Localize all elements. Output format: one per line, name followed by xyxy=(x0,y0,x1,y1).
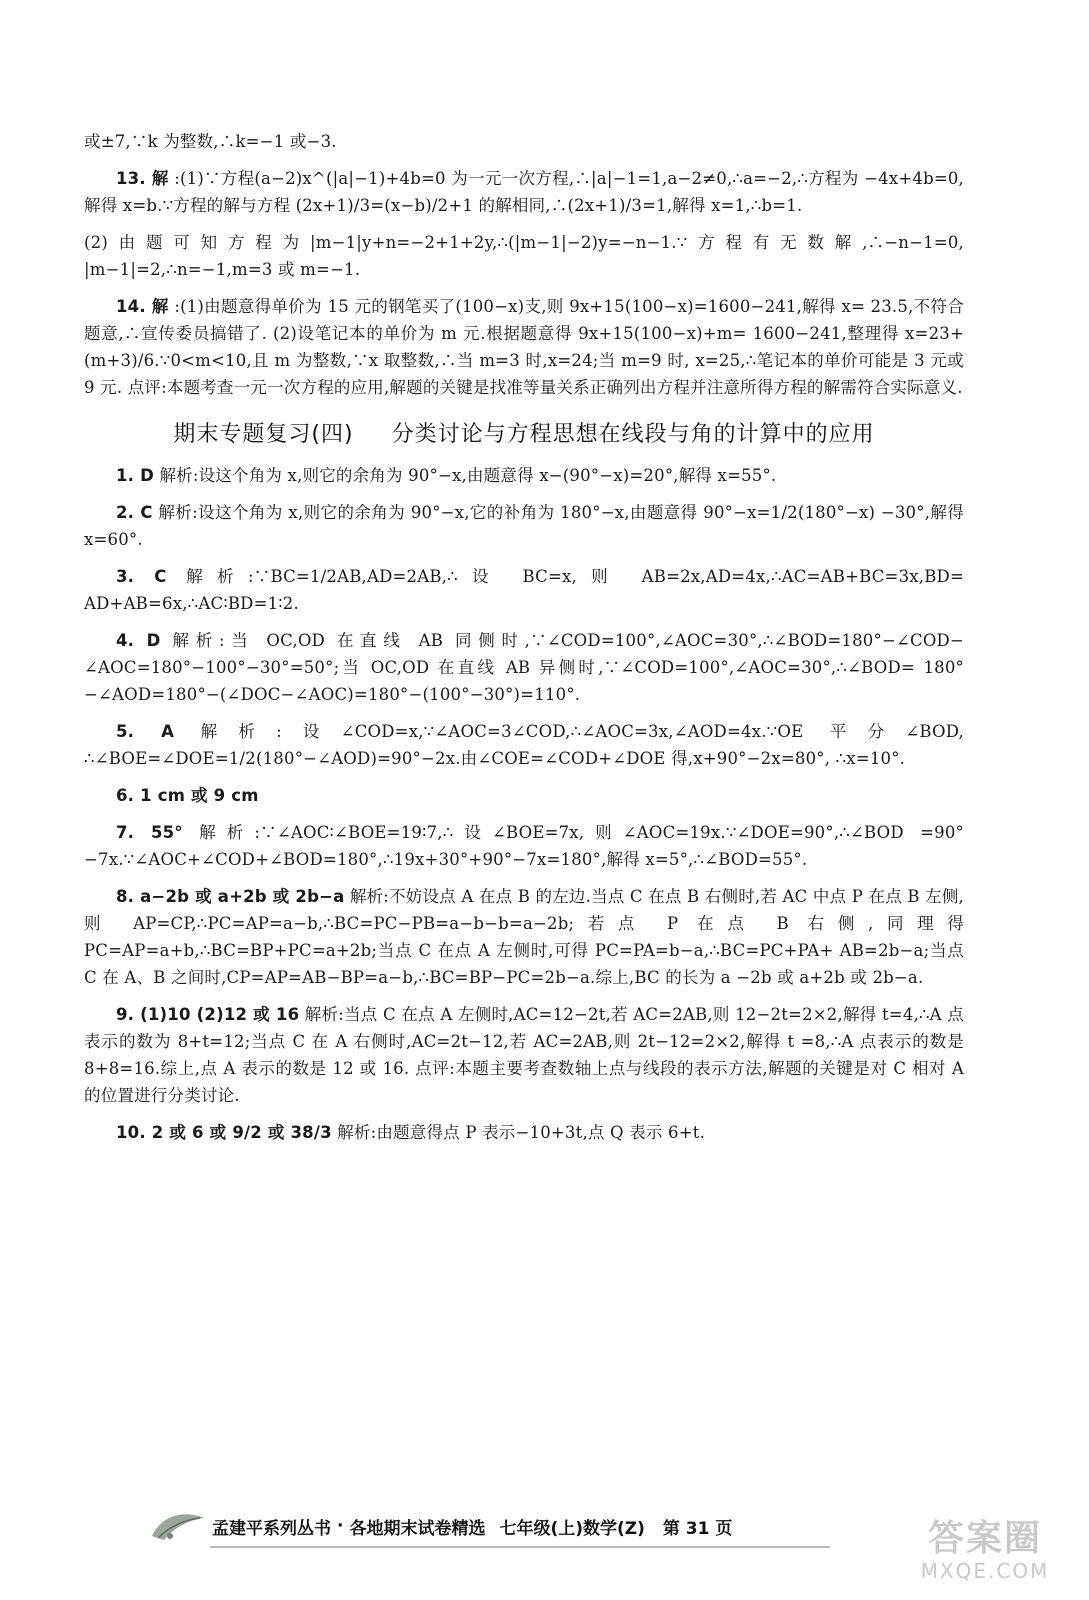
solution-q2 xyxy=(84,499,964,553)
watermark-stamp xyxy=(900,1518,1070,1590)
solution-p14 xyxy=(84,293,964,401)
footer-series: 孟建平系列丛书 xyxy=(212,1518,331,1539)
solution-number: 14. 解 xyxy=(116,297,169,316)
section-subtitle: 分类讨论与方程思想在线段与角的计算中的应用 xyxy=(391,422,875,447)
solution-p12cont xyxy=(84,128,964,155)
solution-q3 xyxy=(84,563,964,617)
footer-dot: · xyxy=(337,1516,344,1536)
solution-number: 4. D xyxy=(116,631,161,650)
solution-q6 xyxy=(84,782,964,809)
solution-text: 解析:设这个角为 x,则它的余角为 90°−x,它的补角为 180°−x,由题意得 90°−x=1/2(180°−x) −30°,解得 x=60°. xyxy=(84,503,965,549)
solution-text: 或±7,∵k 为整数,∴k=−1 或−3. xyxy=(84,132,337,151)
solution-text: 解析:不妨设点 A 在点 B 的左边.当点 C 在点 B 右侧时,若 AC 中点 P 在点 B 左侧,则 AP=CP,∴PC=AP=a−b,∴BC=PC−PB=a−b−b=a−2b;若点 P 在点 B 右侧,同理得 PC=AP=a+b,∴BC=BP+PC=a+2b;当点 C 在点 A 左侧时,可得 PC=PA=b−a,∴BC=PC+PA+ AB=2b−a;当点 C 在 A、B 之间时,CP=AP=AB−BP=a−b,∴BC=BP−PC=2b−a.综上,BC 的长为 a −2b 或 a+2b 或 2b−a. xyxy=(84,887,964,987)
solution-text: :(1)由题意得单价为 15 元的钢笔买了(100−x)支,则 9x+15(100−x)=1600−241,解得 x= 23.5,不符合题意,∴宣传委员搞错了. (2)设笔记本的单价为 m 元.根据题意得 9x+15(100−x)+m= 1600−241,整理得 x=23+(m+3)/6.∵0<m<10,且 m 为整数,∵x 取整数,∴当 m=3 时,x=24;当 m=9 时, x=25,∴笔记本的单价可能是 3 元或 9 元. 点评:本题考查一元一次方程的应用,解题的关键是找准等量关系正确列出方程并注意所得方程的解需符合实际意义. xyxy=(84,297,964,397)
solutions-block-bottom xyxy=(84,462,964,1146)
solution-q5 xyxy=(84,718,964,772)
solution-text: 解析:∵∠AOC∶∠BOE=19∶7,∴设∠BOE=7x,则∠AOC=19x.∵∠DOE=90°,∴∠BOD =90°−7x.∵∠AOC+∠COD+∠BOD=180°,∴19x+30°+90°−7x=180°,解得 x=5°,∴∠BOD=55°. xyxy=(84,823,965,869)
solution-number: 2. C xyxy=(116,503,153,522)
solution-text: 解析:当 OC,OD 在直线 AB 同侧时,∵∠COD=100°,∠AOC=30°,∴∠BOD=180°−∠COD− ∠AOC=180°−100°−30°=50°;当 OC,OD 在直线 AB 异侧时,∵∠COD=100°,∠AOC=30°,∴∠BOD= 180°−∠AOD=180°−(∠DOC−∠AOC)=180°−(100°−30°)=110°. xyxy=(84,631,964,704)
solution-number: 3. C xyxy=(116,567,167,586)
solution-number: 8. a−2b 或 a+2b 或 2b−a xyxy=(116,887,345,906)
page-footer xyxy=(150,1508,850,1544)
solution-number: 10. 2 或 6 或 9/2 或 38/3 xyxy=(116,1123,332,1142)
solution-q8 xyxy=(84,883,964,991)
solution-text: 解析:设这个角为 x,则它的余角为 90°−x,由题意得 x−(90°−x)=20°,解得 x=55°. xyxy=(159,466,777,485)
watermark-small: MXQE.COM xyxy=(920,1559,1050,1583)
solution-number: 6. 1 cm 或 9 cm xyxy=(116,786,259,805)
solution-text: 解析:由题意得点 P 表示−10+3t,点 Q 表示 6+t. xyxy=(337,1123,706,1142)
solution-q9 xyxy=(84,1001,964,1109)
solution-text: :(1)∵方程(a−2)x^(|a|−1)+4b=0 为一元一次方程,∴|a|−1=1,a−2≠0,∴a=−2,∴方程为 −4x+4b=0,解得 x=b.∵方程的解与方程 (2x+1)/3=(x−b)/2+1 的解相同,∴(2x+1)/3=1,解得 x=1,∴b=1. xyxy=(84,169,964,215)
footer-page-number: 第 31 页 xyxy=(662,1518,733,1539)
solution-text: 解析:当点 C 在点 A 左侧时,AC=12−2t,若 AC=2AB,则 12−2t=2×2,解得 t=4,∴A 点表示的数为 8+t=12;当点 C 在 A 右侧时,AC=2t−12,若 AC=2AB,则 2t−12=2×2,解得 t =8,∴A 点表示的数是 8+8=16.综上,点 A 表示的数是 12 或 16. 点评:本题主要考查数轴上点与线段的表示方法,解题的关键是对 C 相对 A 的位置进行分类讨论. xyxy=(84,1005,964,1105)
solution-q7 xyxy=(84,819,964,873)
footer-book: 各地期末试卷精选 xyxy=(349,1518,486,1539)
solution-number: 7. 55° xyxy=(116,823,183,842)
footer-grade: 七年级(上)数学(Z) xyxy=(499,1518,645,1539)
solutions-block-top xyxy=(84,128,964,401)
answer-content xyxy=(84,128,964,1156)
solution-q10 xyxy=(84,1119,964,1146)
watermark-big: 答案圈 xyxy=(927,1518,1042,1559)
solution-q1 xyxy=(84,462,964,489)
solution-number: 1. D xyxy=(116,466,154,485)
footer-rule xyxy=(210,1546,830,1548)
solution-number: 9. (1)10 (2)12 或 16 xyxy=(116,1005,300,1024)
solution-p13b xyxy=(84,229,964,283)
solution-p13a xyxy=(84,165,964,219)
solution-text: 解析:∵BC=1/2AB,AD=2AB,∴设 BC=x,则 AB=2x,AD=4x,∴AC=AB+BC=3x,BD= AD+AB=6x,∴AC∶BD=1∶2. xyxy=(84,567,965,613)
solution-text: 解析:设∠COD=x,∵∠AOC=3∠COD,∴∠AOC=3x,∠AOD=4x.∵OE 平分∠BOD, ∴∠BOE=∠DOE=1/2(180°−∠AOD)=90°−2x.由∠COE=∠COD+∠DOE 得,x+90°−2x=80°, ∴x=10°. xyxy=(84,722,964,768)
solution-q4 xyxy=(84,627,964,708)
section-heading xyxy=(84,417,964,448)
solution-number: 13. 解 xyxy=(116,169,169,188)
solution-number: 5. A xyxy=(116,722,175,741)
solution-text: (2)由题可知方程为|m−1|y+n=−2+1+2y,∴(|m−1|−2)y=−n−1.∵方程有无数解,∴−n−1=0, |m−1|=2,∴n=−1,m=3 或 m=−1. xyxy=(84,233,964,279)
section-title: 期末专题复习(四) xyxy=(173,422,354,447)
